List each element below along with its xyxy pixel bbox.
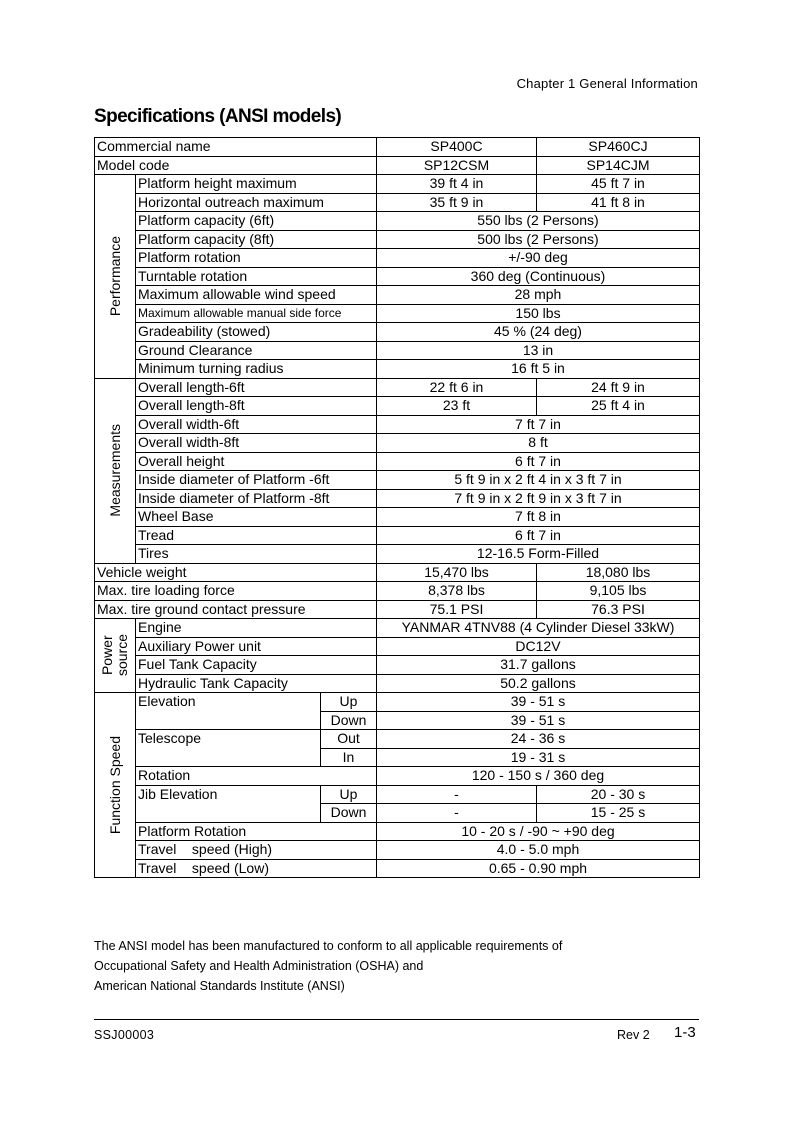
value-shared: 150 lbs	[377, 304, 700, 323]
value-sp460cj: SP14CJM	[537, 156, 700, 175]
row-label: Gradeability (stowed)	[136, 323, 377, 342]
value-shared: 7 ft 8 in	[377, 508, 700, 527]
note-line: American National Standards Institute (ANSI)	[94, 979, 345, 993]
table-row	[95, 674, 700, 693]
value-shared: 13 in	[377, 341, 700, 360]
value-shared: 4.0 - 5.0 mph	[377, 841, 700, 860]
value-sp400c: SP400C	[377, 138, 537, 157]
value-sp400c: 35 ft 9 in	[377, 193, 537, 212]
value-shared: +/-90 deg	[377, 249, 700, 268]
value-shared: 6 ft 7 in	[377, 452, 700, 471]
table-row	[95, 212, 700, 231]
direction-label: In	[321, 748, 377, 767]
table-row	[95, 693, 700, 712]
table-row	[95, 249, 700, 268]
value-shared: 12-16.5 Form-Filled	[377, 545, 700, 564]
row-label: Fuel Tank Capacity	[136, 656, 377, 675]
group-label: Performance	[106, 236, 123, 317]
value-shared: 28 mph	[377, 286, 700, 305]
value-shared: 120 - 150 s / 360 deg	[377, 767, 700, 786]
table-row	[95, 230, 700, 249]
table-row	[95, 526, 700, 545]
table-row	[95, 323, 700, 342]
row-label: Horizontal outreach maximum	[136, 193, 377, 212]
page-number: 1-3	[674, 1024, 696, 1041]
specifications-table	[94, 137, 700, 878]
value-shared: 50.2 gallons	[377, 674, 700, 693]
value-sp400c: 23 ft	[377, 397, 537, 416]
row-label: Overall length-6ft	[136, 378, 377, 397]
table-row	[95, 859, 700, 878]
value-shared: 39 - 51 s	[377, 693, 700, 712]
value-shared: YANMAR 4TNV88 (4 Cylinder Diesel 33kW)	[377, 619, 700, 638]
value-sp400c: -	[377, 785, 537, 804]
row-label: Rotation	[136, 767, 377, 786]
row-label: Elevation	[136, 693, 321, 730]
value-sp400c: 8,378 lbs	[377, 582, 537, 601]
row-label: Platform capacity (6ft)	[136, 212, 377, 231]
table-row	[95, 730, 700, 749]
table-row	[95, 767, 700, 786]
value-sp460cj: 20 - 30 s	[537, 785, 700, 804]
value-shared: 6 ft 7 in	[377, 526, 700, 545]
table-row	[95, 415, 700, 434]
value-shared: 8 ft	[377, 434, 700, 453]
row-label: Inside diameter of Platform -8ft	[136, 489, 377, 508]
value-shared: 7 ft 7 in	[377, 415, 700, 434]
row-label: Jib Elevation	[136, 785, 321, 822]
value-sp400c: 15,470 lbs	[377, 563, 537, 582]
row-label: Overall height	[136, 452, 377, 471]
group-function-speed	[95, 693, 136, 878]
table-row	[95, 452, 700, 471]
direction-label: Up	[321, 785, 377, 804]
row-label: Wheel Base	[136, 508, 377, 527]
row-label: Commercial name	[95, 138, 377, 157]
row-label: Model code	[95, 156, 377, 175]
value-shared: 0.65 - 0.90 mph	[377, 859, 700, 878]
value-sp460cj: 15 - 25 s	[537, 804, 700, 823]
value-shared: 39 - 51 s	[377, 711, 700, 730]
row-label: Maximum allowable wind speed	[136, 286, 377, 305]
value-shared: 16 ft 5 in	[377, 360, 700, 379]
table-row	[95, 175, 700, 194]
table-row	[95, 434, 700, 453]
table-row	[95, 193, 700, 212]
value-shared: 7 ft 9 in x 2 ft 9 in x 3 ft 7 in	[377, 489, 700, 508]
footer-divider	[94, 1019, 699, 1020]
value-shared: 550 lbs (2 Persons)	[377, 212, 700, 231]
row-label: Tires	[136, 545, 377, 564]
row-label: Telescope	[136, 730, 321, 767]
group-label: Function Speed	[106, 735, 123, 835]
row-label: Auxiliary Power unit	[136, 637, 377, 656]
value-shared: DC12V	[377, 637, 700, 656]
group-label: Power source	[99, 634, 130, 677]
document-code: SSJ00003	[94, 1028, 155, 1042]
row-label: Travel speed (High)	[136, 841, 377, 860]
value-sp460cj: 18,080 lbs	[537, 563, 700, 582]
value-sp460cj: SP460CJ	[537, 138, 700, 157]
row-label: Turntable rotation	[136, 267, 377, 286]
table-row	[95, 563, 700, 582]
table-row	[95, 360, 700, 379]
table-row	[95, 600, 700, 619]
compliance-note	[94, 936, 562, 996]
table-row	[95, 785, 700, 804]
direction-label: Up	[321, 693, 377, 712]
value-sp460cj: 41 ft 8 in	[537, 193, 700, 212]
table-row	[95, 822, 700, 841]
value-sp460cj: 45 ft 7 in	[537, 175, 700, 194]
value-shared: 10 - 20 s / -90 ~ +90 deg	[377, 822, 700, 841]
value-shared: 19 - 31 s	[377, 748, 700, 767]
row-label: Max. tire loading force	[95, 582, 377, 601]
table-row	[95, 286, 700, 305]
table-row	[95, 304, 700, 323]
value-sp400c: -	[377, 804, 537, 823]
value-sp460cj: 9,105 lbs	[537, 582, 700, 601]
group-measurements	[95, 378, 136, 563]
value-sp400c: SP12CSM	[377, 156, 537, 175]
value-sp400c: 22 ft 6 in	[377, 378, 537, 397]
value-shared: 500 lbs (2 Persons)	[377, 230, 700, 249]
row-label: Minimum turning radius	[136, 360, 377, 379]
value-shared: 45 % (24 deg)	[377, 323, 700, 342]
table-row	[95, 341, 700, 360]
row-label: Travel speed (Low)	[136, 859, 377, 878]
value-sp460cj: 24 ft 9 in	[537, 378, 700, 397]
group-label: Measurements	[106, 424, 123, 517]
table-row	[95, 378, 700, 397]
row-label: Engine	[136, 619, 377, 638]
table-row	[95, 397, 700, 416]
table-row	[95, 656, 700, 675]
table-row	[95, 841, 700, 860]
row-label: Hydraulic Tank Capacity	[136, 674, 377, 693]
page-title: Specifications (ANSI models)	[94, 106, 342, 127]
table-row	[95, 637, 700, 656]
row-label: Tread	[136, 526, 377, 545]
value-sp400c: 39 ft 4 in	[377, 175, 537, 194]
row-label: Platform rotation	[136, 249, 377, 268]
table-row	[95, 267, 700, 286]
revision-label: Rev 2	[617, 1028, 650, 1042]
value-sp400c: 75.1 PSI	[377, 600, 537, 619]
row-label: Platform capacity (8ft)	[136, 230, 377, 249]
row-label: Overall length-8ft	[136, 397, 377, 416]
row-label: Overall width-8ft	[136, 434, 377, 453]
group-performance	[95, 175, 136, 379]
chapter-header: Chapter 1 General Information	[516, 76, 698, 91]
value-sp460cj: 76.3 PSI	[537, 600, 700, 619]
row-label: Max. tire ground contact pressure	[95, 600, 377, 619]
table-row	[95, 471, 700, 490]
row-label: Ground Clearance	[136, 341, 377, 360]
row-label: Inside diameter of Platform -6ft	[136, 471, 377, 490]
value-sp460cj: 25 ft 4 in	[537, 397, 700, 416]
row-label: Overall width-6ft	[136, 415, 377, 434]
row-label: Platform height maximum	[136, 175, 377, 194]
value-shared: 5 ft 9 in x 2 ft 4 in x 3 ft 7 in	[377, 471, 700, 490]
direction-label: Out	[321, 730, 377, 749]
table-row	[95, 582, 700, 601]
table-row	[95, 156, 700, 175]
table-row	[95, 138, 700, 157]
table-row	[95, 545, 700, 564]
row-label: Platform Rotation	[136, 822, 377, 841]
row-label: Vehicle weight	[95, 563, 377, 582]
table-row	[95, 508, 700, 527]
table-row	[95, 489, 700, 508]
note-line: Occupational Safety and Health Administration (OSHA) and	[94, 959, 424, 973]
table-row	[95, 619, 700, 638]
note-line: The ANSI model has been manufactured to conform to all applicable requirements of	[94, 939, 563, 953]
group-power-source	[95, 619, 136, 693]
value-shared: 360 deg (Continuous)	[377, 267, 700, 286]
row-label: Maximum allowable manual side force	[136, 304, 377, 323]
direction-label: Down	[321, 711, 377, 730]
direction-label: Down	[321, 804, 377, 823]
value-shared: 24 - 36 s	[377, 730, 700, 749]
value-shared: 31.7 gallons	[377, 656, 700, 675]
